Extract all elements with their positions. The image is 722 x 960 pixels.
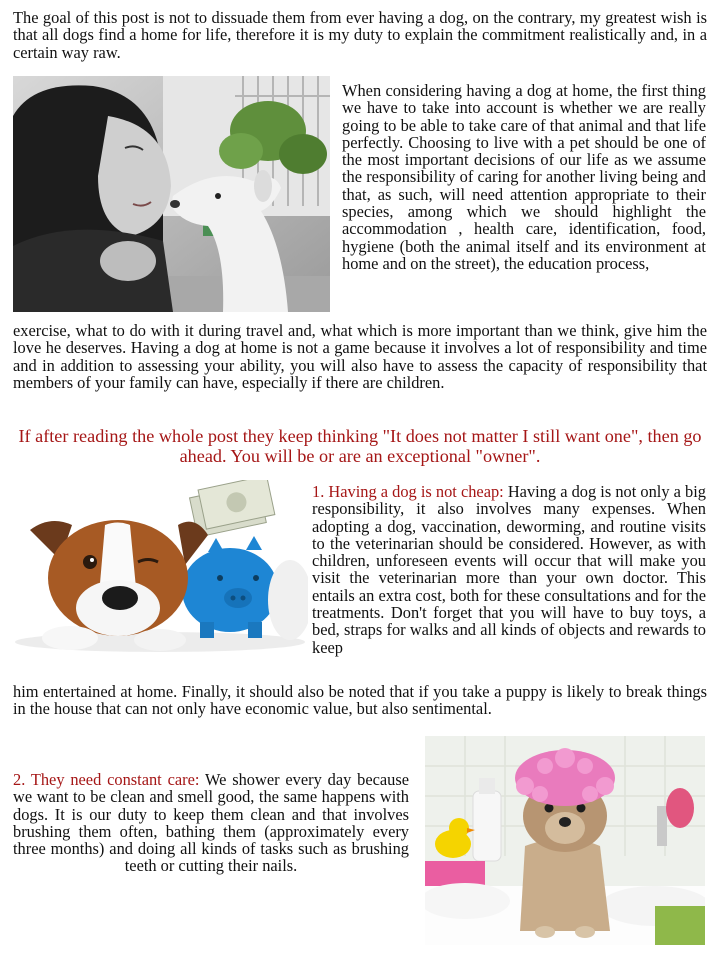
section1-paragraph-wrap (312, 483, 706, 656)
highlight-quote: If after reading the whole post they keep thinking "It does not matter I still want one", then go ahead. You will be or are an exceptional "owner". (18, 426, 702, 466)
section2 (13, 771, 409, 875)
intro-paragraph: The goal of this post is not to dissuade them from ever having a dog, on the contrary, my greatest wish is that all dogs find a home for life, therefore it is my duty to explain the commitment realistically and, in a certain way raw. (13, 8, 707, 62)
consider-paragraph-wrap: When considering having a dog at home, the first thing we have to take into account is whether we are really going to be able to take care of that animal and that life perfectly. Choosing to live with a pet should be one of the most important decisions of our life as we assume the responsibility of caring for another living being and that, as such, will need attention appropriate to their species, among which we should highlight the accommodation , health care, identification, food, hygiene (both the animal itself and its environment at home and on the street), the education process, (342, 81, 706, 273)
section1-heading: 1. Having a dog is not cheap: (312, 482, 504, 501)
consider-paragraph-tail: exercise, what to do with it during travel and, what which is more important than we think, give him the love he deserves. Having a dog at home is not a game because it involves a lot of responsibility and time and in addition to assessing your ability, you will also have to assess the capacity of responsibility that members of your family can have, especially if there are children. (13, 321, 707, 392)
yorkie-bath-photo (425, 736, 705, 945)
section2-heading: 2. They need constant care: (13, 770, 200, 789)
section1-paragraph-tail: him entertained at home. Finally, it should also be noted that if you take a puppy is likely to break things in the house that can not only have economic value, but also sentimental. (13, 682, 707, 719)
woman-with-dog-photo (13, 76, 330, 312)
section1-body-wrap: Having a dog is not only a big responsibility, it also involves many expenses. When adopting a dog, vaccination, deworming, and routine visits to the veterinarian should be considered. However, as with children, unforeseen events will occur that will make you visit the veterinarian more than your own doctor. This entails an extra cost, both for these consultations and for the treatments. Don't forget that you will have to buy toys, a bed, straps for walks and all kinds of objects and rewards to keep (312, 482, 706, 657)
section2-paragraph (13, 771, 409, 875)
section2-body: We shower every day because we want to be clean and smell good, the same happens with dogs. It is our duty to keep them clean and that involves brushing them often, bathing them (approximately every three months) and doing all kinds of tasks such as brushing teeth or cutting their nails. (13, 770, 409, 876)
dog-with-piggy-bank-photo (10, 480, 308, 654)
